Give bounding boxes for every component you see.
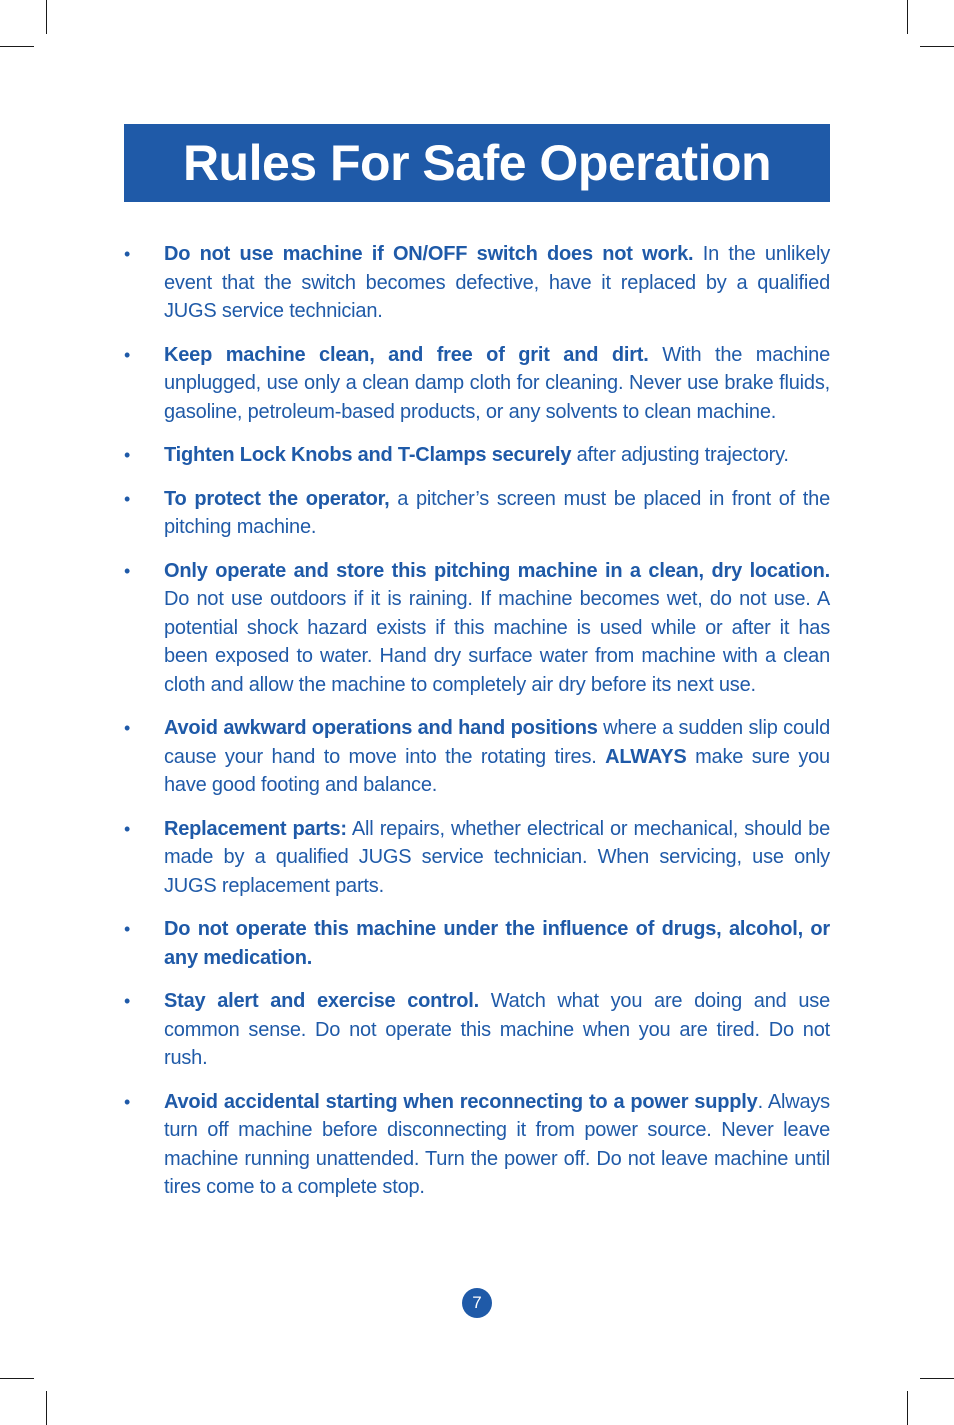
rule-heading: Avoid accidental starting when reconnecting to a power supply [164,1090,758,1113]
bullet-icon: • [124,244,131,264]
rule-item [124,485,830,542]
rule-heading: Replacement parts: [164,817,347,840]
crop-mark [907,0,908,34]
rule-heading: Tighten Lock Knobs and T-Clamps securely [164,444,572,466]
crop-mark [920,1378,954,1379]
crop-mark [0,46,34,47]
rule-heading: Do not operate this machine under the influence of drugs, alcohol, or any medication. [164,918,830,969]
rule-heading: Do not use machine if ON/OFF switch does not work. [164,243,694,265]
bullet-icon: • [124,919,131,939]
safety-rules-list [124,240,830,1217]
crop-mark [46,0,47,34]
rule-text: a pitcher’s screen must be placed in front of the pitching machine. [164,487,830,538]
bullet-icon: • [124,488,131,509]
crop-mark [46,1391,47,1425]
bullet-icon: • [124,1091,131,1112]
rule-text: where a sudden slip could cause your hand to move into the rotating tires. [164,717,830,768]
crop-mark [0,1378,34,1379]
rule-heading: ALWAYS [605,745,687,768]
bullet-icon: • [124,818,131,839]
rule-text: Watch what you are doing and use common sense. Do not operate this machine when you are tired. Do not rush. [164,990,830,1069]
rule-heading: Keep machine clean, and free of grit and dirt. [164,343,649,366]
crop-mark [907,1391,908,1425]
rule-item [124,714,830,800]
page-number-badge [462,1288,492,1318]
rule-item [124,557,830,700]
bullet-icon: • [124,344,131,365]
crop-mark [920,46,954,47]
rule-text: All repairs, whether electrical or mechanical, should be made by a qualified JUGS service technician. When servicing, use only JUGS replacement parts. [164,817,831,897]
rule-text: after adjusting trajectory. [571,444,789,466]
rule-item [124,915,830,972]
rule-item [124,1088,830,1202]
rule-heading: Stay alert and exercise control. [164,990,479,1012]
rule-text: With the machine unplugged, use only a clean damp cloth for cleaning. Never use brake fluids, gasoline, petroleum-based products, or any solvents to clean machine. [164,343,831,423]
rule-heading: To protect the operator, [164,487,390,510]
page-title: Rules For Safe Operation [182,135,772,191]
rule-item [124,240,830,326]
bullet-icon: • [124,560,131,581]
rule-text: In the unlikely event that the switch becomes defective, have it replaced by a qualified JUGS service technician. [164,243,830,322]
rule-item [124,441,830,470]
rule-item [124,815,830,901]
rule-text: Do not use outdoors if it is raining. If machine becomes wet, do not use. A potential shock hazard exists if this machine is used while or after it has been exposed to water. Hand dry surface water from machine with a clean cloth and allow the machine to completely air dry before its next use. [164,588,830,696]
rule-heading: Avoid awkward operations and hand positions [164,717,598,739]
bullet-icon: • [124,991,131,1011]
bullet-icon: • [124,445,131,465]
rule-item [124,341,830,427]
page-number: 7 [472,1293,482,1312]
title-banner [124,124,830,202]
bullet-icon: • [124,718,131,738]
rule-text: make sure you have good footing and balance. [164,745,830,796]
rule-item [124,987,830,1073]
rule-heading: Only operate and store this pitching machine in a clean, dry location. [164,559,830,582]
rule-text: . Always turn off machine before disconnecting it from power source. Never leave machine running unattended. Turn the power off. Do not leave machine until tires come to a complete stop. [164,1090,830,1198]
